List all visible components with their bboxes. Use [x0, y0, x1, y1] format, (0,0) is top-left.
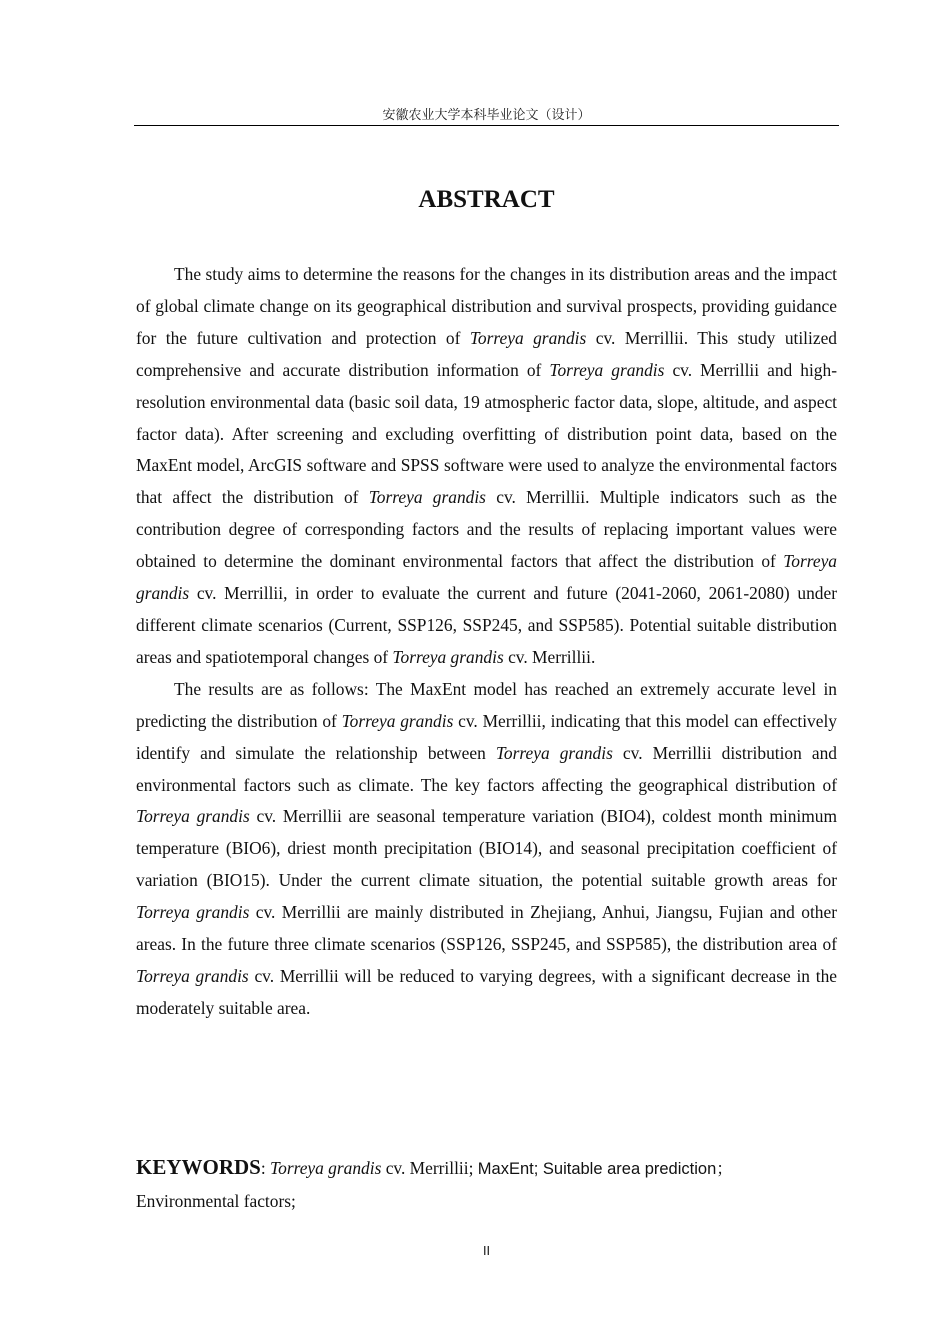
keywords-line [136, 1152, 837, 1218]
species-name: Torreya grandis [136, 551, 837, 604]
text-span: cv. Merrillii are seasonal temperature variation (BIO4), coldest month minimum temperature (BIO6), driest month precipitation (BIO14), and seasonal precipitation coefficient of variation (BIO15). Under the current climate situation, the potential suitable growth areas for [136, 806, 838, 891]
text-span: The study aims to determine the reasons for the changes in its distribution areas and the impact of global climate change on its geographical distribution and survival prospects, providing guidance for the future cultivation and protection of [136, 264, 837, 348]
abstract-body [136, 259, 837, 1025]
keyword-1-suffix: cv. Merrillii; [381, 1158, 478, 1178]
species-name: Torreya grandis [368, 487, 486, 508]
keywords-colon: : [260, 1158, 271, 1178]
text-span: cv. Merrillii and high-resolution environmental data (basic soil data, 19 atmospheric factor data, slope, altitude, and aspect factor data). After screening and excluding overfitting of distribution point data, based on the MaxEnt model, ArcGIS software and SPSS software were used to analyze the environmental factors that affect the distribution of [136, 359, 837, 508]
species-name: Torreya grandis [469, 327, 587, 348]
text-span: cv. Merrillii. Multiple indicators such as the contribution degree of corresponding factors and the results of replacing important values were obtained to determine the dominant environmental factors that affect the distribution of [136, 487, 837, 572]
text-span: cv. Merrillii distribution and environmental factors such as climate. The key factors affecting the geographical distribution of [136, 742, 837, 795]
text-span: The results are as follows: The MaxEnt model has reached an extremely accurate level in predicting the distribution of [136, 678, 837, 731]
keyword-3: Environmental factors; [136, 1190, 296, 1211]
text-span: cv. Merrillii, indicating that this model can effectively identify and simulate the relationship between [136, 710, 837, 763]
species-name: Torreya grandis [136, 902, 250, 923]
page-title: ABSTRACT [418, 186, 555, 213]
abstract-paragraph-1 [136, 259, 837, 674]
abstract-paragraph-2 [136, 674, 837, 1025]
page-number: II [482, 1244, 491, 1258]
species-name: Torreya grandis [495, 742, 613, 763]
running-header: 安徽农业大学本科毕业论文（设计） [382, 108, 591, 123]
species-name: Torreya grandis [136, 965, 249, 986]
text-span: cv. Merrillii will be reduced to varying degrees, with a significant decrease in the moderately suitable area. [136, 965, 837, 1018]
species-name: Torreya grandis [270, 1158, 382, 1178]
species-name: Torreya grandis [549, 359, 665, 380]
species-name: Torreya grandis [341, 710, 454, 731]
species-name: Torreya grandis [392, 646, 504, 667]
text-span: cv. Merrillii. [503, 646, 596, 667]
text-span: cv. Merrillii are mainly distributed in Zhejiang, Anhui, Jiangsu, Fujian and other areas. In the future three climate scenarios (SSP126, SSP245, and SSP585), the distribution area of [136, 902, 837, 955]
keywords-label: KEYWORDS [136, 1155, 261, 1179]
keyword-2: MaxEnt; Suitable area prediction； [477, 1160, 733, 1178]
header-rule [134, 125, 839, 126]
text-span: cv. Merrillii, in order to evaluate the current and future (2041-2060, 2061-2080) under different climate scenarios (Current, SSP126, SSP245, and SSP585). Potential suitable distribution areas and spatiotemporal changes of [136, 583, 837, 667]
text-span: cv. Merrillii. This study utilized comprehensive and accurate distribution information of [136, 327, 837, 380]
species-name: Torreya grandis [136, 806, 250, 827]
